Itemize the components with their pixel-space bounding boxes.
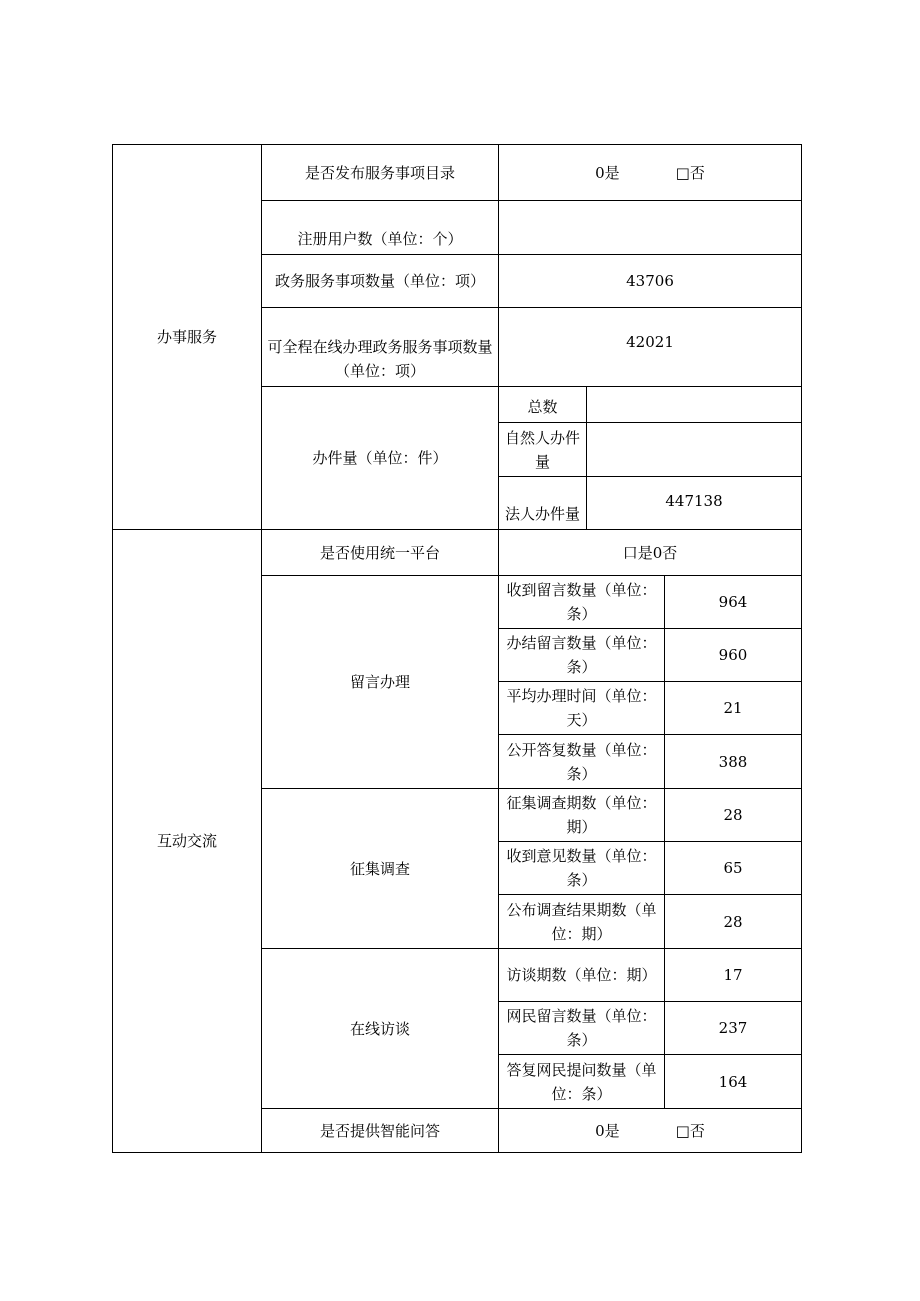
volume-natural-value-cell (586, 422, 802, 477)
volume-natural-label-cell (498, 422, 587, 477)
interview-row-value-cell (664, 1001, 802, 1055)
messages-row-value: 388 (718, 752, 748, 771)
section-service (112, 144, 262, 530)
survey-row-label-cell (498, 894, 665, 949)
survey-label-cell (261, 788, 499, 949)
interview-row-value-cell (664, 1054, 802, 1109)
items-value: 43706 (626, 272, 674, 290)
online-items-label: 可全程在线办理政务服务事项数量（单位：项） (267, 338, 493, 380)
items-label: 政务服务事项数量（单位：项） (274, 272, 485, 290)
messages-row-label: 办结留言数量（单位：条） (506, 634, 657, 676)
survey-row-label-cell (498, 841, 665, 895)
section-interaction-label: 互动交流 (156, 832, 217, 850)
volume-legal-value-cell (586, 476, 802, 530)
survey-row-label: 征集调查期数（单位：期） (506, 794, 657, 836)
messages-row-value-cell (664, 575, 802, 629)
users-label-cell (261, 200, 499, 255)
qa-label-cell (261, 1108, 499, 1153)
survey-row-label: 收到意见数量（单位：条） (506, 847, 657, 889)
messages-row-label: 公开答复数量（单位：条） (506, 740, 657, 783)
survey-row-label-cell (498, 788, 665, 842)
interview-row-value: 17 (723, 966, 743, 984)
interview-row-label-cell (498, 1054, 665, 1109)
volume-legal-label: 法人办件量 (504, 505, 580, 523)
online-items-value-cell (498, 307, 802, 387)
messages-row-value-cell (664, 681, 802, 735)
interview-row-value: 164 (718, 1072, 748, 1091)
messages-row-value: 960 (718, 646, 748, 664)
messages-row-label: 收到留言数量（单位：条） (506, 581, 657, 623)
interview-row-label-cell (498, 948, 665, 1002)
qa-no: □否 (675, 1121, 705, 1140)
survey-row-value: 28 (723, 806, 743, 824)
users-value-cell (498, 200, 802, 255)
interview-row-label: 网民留言数量（单位：条） (506, 1007, 657, 1049)
online-items-label-cell (261, 307, 499, 387)
interview-row-label: 访谈期数（单位：期） (506, 966, 657, 984)
survey-row-value-cell (664, 894, 802, 949)
messages-row-label: 平均办理时间（单位：天） (506, 687, 657, 729)
platform-value-cell (498, 529, 802, 576)
survey-row-value-cell (664, 841, 802, 895)
messages-row-label-cell (498, 628, 665, 682)
interview-row-value: 237 (718, 1019, 748, 1037)
interview-row-label-cell (498, 1001, 665, 1055)
catalog-choice (503, 161, 797, 185)
interview-row-label: 答复网民提问数量（单位：条） (506, 1060, 657, 1103)
section-service-label: 办事服务 (156, 328, 217, 346)
qa-label: 是否提供智能问答 (319, 1121, 440, 1140)
survey-row-value: 65 (723, 859, 743, 877)
messages-row-value: 964 (718, 593, 748, 611)
interview-row-value-cell (664, 948, 802, 1002)
volume-total-label-cell (498, 386, 587, 423)
messages-row-label-cell (498, 681, 665, 735)
catalog-value-cell (498, 144, 802, 201)
volume-label-cell (261, 386, 499, 530)
qa-choice (503, 1119, 797, 1143)
volume-label: 办件量（单位：件） (312, 449, 448, 467)
platform-label: 是否使用统一平台 (319, 543, 440, 562)
messages-row-label-cell (498, 734, 665, 789)
interview-label: 在线访谈 (349, 1019, 410, 1038)
volume-natural-label: 自然人办件量 (504, 428, 580, 471)
messages-label: 留言办理 (349, 673, 410, 691)
items-label-cell (261, 254, 499, 308)
survey-row-label: 公布调查结果期数（单位：期） (506, 900, 657, 943)
online-items-value: 42021 (626, 333, 674, 351)
volume-total-value-cell (586, 386, 802, 423)
messages-row-label-cell (498, 575, 665, 629)
volume-legal-label-cell (498, 476, 587, 530)
messages-row-value-cell (664, 734, 802, 789)
survey-label: 征集调查 (349, 859, 410, 878)
messages-row-value-cell (664, 628, 802, 682)
platform-value: 口是0否 (622, 543, 678, 562)
section-interaction (112, 529, 262, 1153)
interview-label-cell (261, 948, 499, 1109)
items-value-cell (498, 254, 802, 308)
volume-legal-value: 447138 (665, 492, 723, 510)
qa-value-cell (498, 1108, 802, 1153)
users-label: 注册用户数（单位：个） (297, 230, 463, 248)
messages-row-value: 21 (723, 699, 743, 717)
catalog-label-cell (261, 144, 499, 201)
catalog-no: □否 (675, 163, 705, 182)
survey-row-value-cell (664, 788, 802, 842)
messages-label-cell (261, 575, 499, 789)
platform-label-cell (261, 529, 499, 576)
survey-row-value: 28 (723, 912, 743, 931)
qa-yes: 0是 (595, 1121, 620, 1140)
catalog-label: 是否发布服务事项目录 (304, 163, 455, 182)
catalog-yes: 0是 (595, 163, 620, 182)
volume-total-label: 总数 (527, 398, 558, 416)
